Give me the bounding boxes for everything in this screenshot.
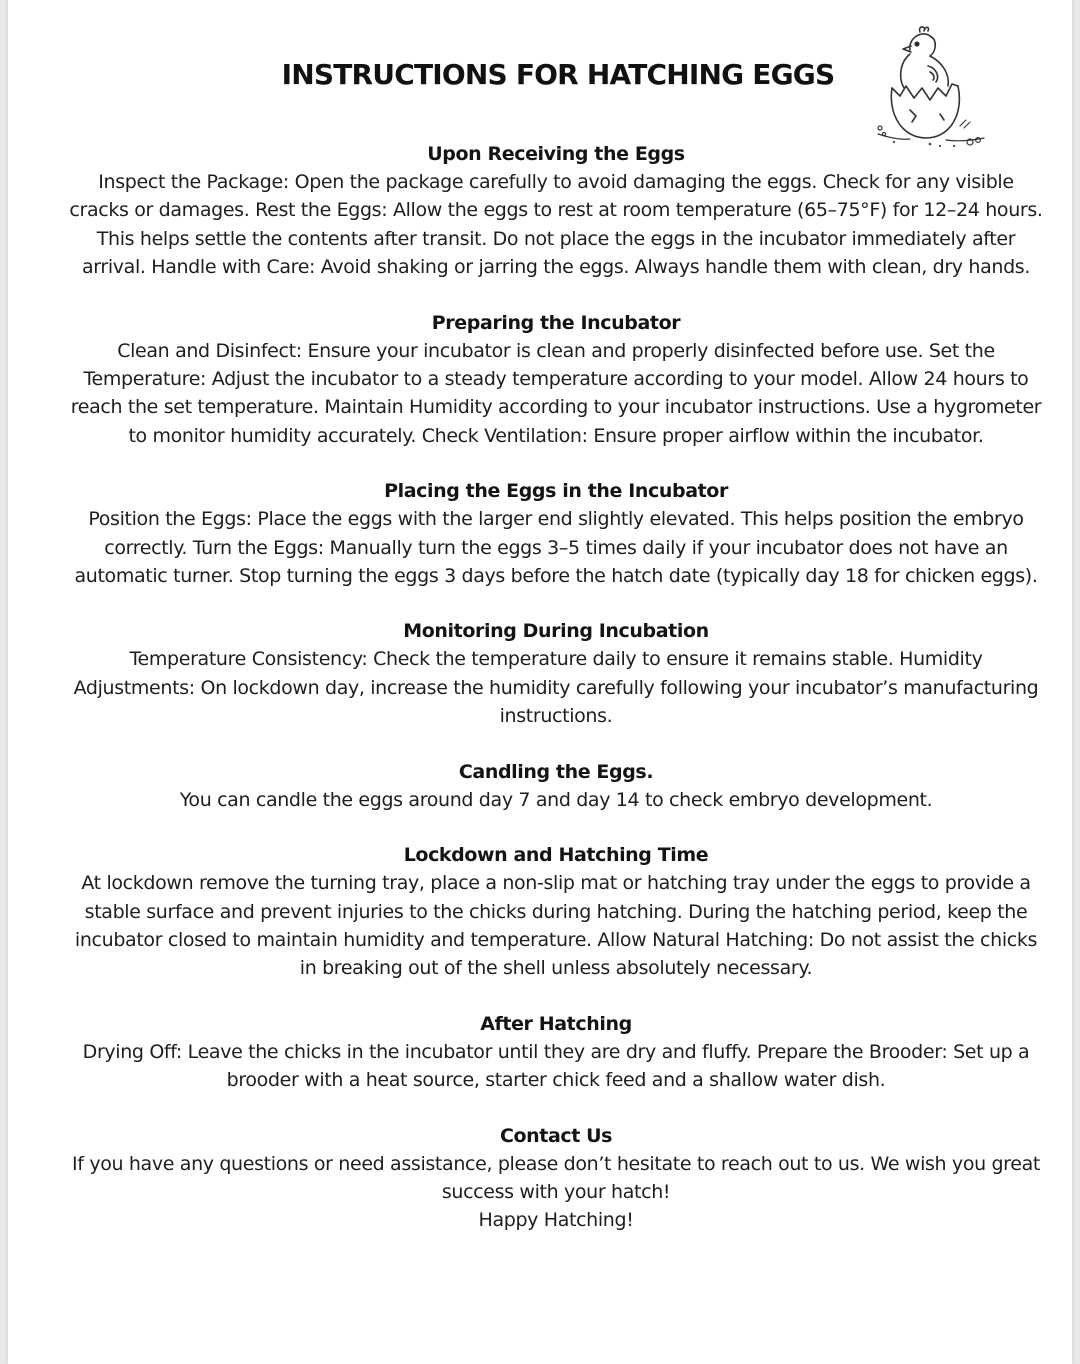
section-preparing-incubator	[68, 309, 1044, 451]
section-body: Temperature Consistency: Check the temperature daily to ensure it remains stable. Humidity Adjustments: On lockdown day, increase the humidity carefully following your incubator’s manufacturing instructions.	[73, 648, 1039, 728]
section-body: Position the Eggs: Place the eggs with the larger end slightly elevated. This helps position the embryo correctly. Turn the Eggs: Manually turn the eggs 3–5 times daily if your incubator does not have an automatic turner. Stop turning the eggs 3 days before the hatch date (typically day 18 for chicken eggs).	[74, 508, 1038, 588]
section-body: Inspect the Package: Open the package carefully to avoid damaging the eggs. Check for any visible cracks or damages. Rest the Eggs: Allow the eggs to rest at room temperature (65–75°F) for 12–24 hours. This helps settle the contents after transit. Do not place the eggs in the incubator immediately after arrival. Handle with Care: Avoid shaking or jarring the eggs. Always handle them with clean, dry hands.	[69, 171, 1043, 279]
section-placing-eggs	[68, 477, 1044, 590]
section-after-hatching	[68, 1010, 1044, 1095]
section-body: At lockdown remove the turning tray, place a non-slip mat or hatching tray under the eggs to provide a stable surface and prevent injuries to the chicks during hatching. During the hatching period, keep the incubator closed to maintain humidity and temperature. Allow Natural Hatching: Do not assist the chicks in breaking out of the shell unless absolutely necessary.	[74, 872, 1038, 980]
section-heading: Contact Us	[499, 1124, 613, 1147]
section-heading: Placing the Eggs in the Incubator	[384, 480, 728, 503]
section-lockdown	[68, 841, 1044, 983]
instructions-content	[68, 140, 1044, 1262]
section-upon-receiving	[68, 140, 1044, 282]
section-body: You can candle the eggs around day 7 and day 14 to check embryo development.	[179, 788, 933, 811]
document-page	[8, 0, 1072, 1364]
chick-hatching-icon	[870, 22, 990, 150]
section-heading: Lockdown and Hatching Time	[403, 844, 709, 867]
section-body: If you have any questions or need assistance, please don’t hesitate to reach out to us. We wish you great success with your hatch!	[72, 1152, 1040, 1203]
section-contact	[68, 1122, 1044, 1235]
section-heading: Candling the Eggs.	[458, 760, 654, 783]
section-heading: Upon Receiving the Eggs	[427, 143, 685, 165]
section-candling	[68, 758, 1044, 814]
page-title: INSTRUCTIONS FOR HATCHING EGGS	[281, 58, 835, 91]
section-monitoring	[68, 617, 1044, 730]
section-heading: After Hatching	[480, 1012, 632, 1035]
section-heading: Preparing the Incubator	[431, 311, 681, 334]
section-body: Clean and Disinfect: Ensure your incubator is clean and properly disinfected before use. Set the Temperature: Adjust the incubator to a steady temperature according to your model. Allow 24 hours to reach the set temperature. Maintain Humidity according to your incubator instructions. Use a hygrometer to monitor humidity accurately. Check Ventilation: Ensure proper airflow within the incubator.	[70, 339, 1042, 447]
section-heading: Monitoring During Incubation	[403, 620, 709, 643]
closing-line: Happy Hatching!	[478, 1209, 634, 1232]
section-body: Drying Off: Leave the chicks in the incubator until they are dry and fluffy. Prepare the Brooder: Set up a brooder with a heat source, starter chick feed and a shallow water dish.	[82, 1040, 1030, 1092]
